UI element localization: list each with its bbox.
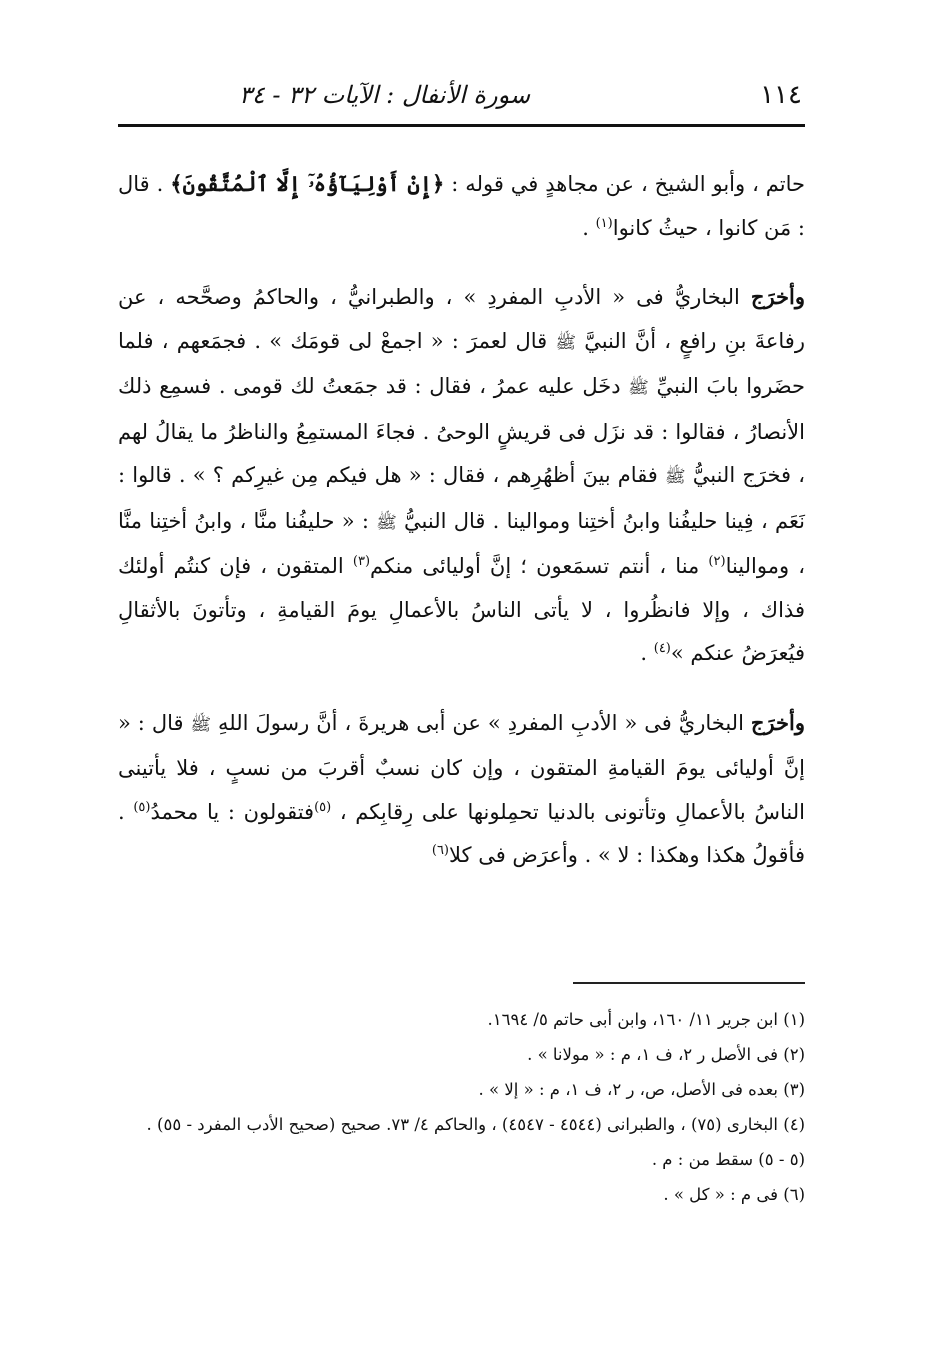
salutation-glyph: ﷺ	[376, 512, 397, 533]
header-rule	[118, 124, 805, 127]
p2-text-2: قال لعمرَ : « اجمعْ لى قومَك » . فجمَعهم ، فلما حضَروا بابَ النبيِّ	[118, 328, 805, 398]
paragraph-1	[118, 162, 805, 250]
running-header	[118, 72, 802, 118]
p1-text-c: .	[582, 215, 589, 240]
p1-text-b: . قال : مَن كانوا ، حيثُ كانوا	[118, 172, 805, 240]
p2-text-6: منا ، أنتم تسمَعون ؛ إنَّ أوليائى منكم	[370, 554, 700, 578]
footnote-5: (٥ - ٥) سقط من : م .	[651, 1150, 805, 1169]
footnote-ref-1[interactable]: (١)	[595, 215, 613, 231]
paragraph-2	[118, 275, 805, 676]
footnote-2: (٢) فى الأصل ر ٢، ف ١، م : « مولانا » .	[527, 1045, 805, 1064]
p2-text-8: .	[640, 641, 648, 665]
p2-text-3: دخَل عليه عمرُ ، فقال : قد جمَعتُ لك قومى . فسمِع ذلك الأنصارُ ، فقالوا : قد نزَل فى قريشٍ الوحىُ . فجاءَ المستمِعُ والناظرُ ما يقالُ لهم ، فخرَج النبيُّ	[118, 374, 805, 487]
footnotes	[118, 1002, 805, 1212]
footnote-6: (٦) فى م : « كل » .	[663, 1185, 805, 1204]
p2-text-1: البخاريُّ فى « الأدبِ المفردِ » ، والطبرانيُّ ، والحاكمُ وصحَّحه ، عن رفاعةَ بنِ رافعٍ ، أنَّ النبيَّ	[118, 285, 805, 353]
salutation-glyph: ﷺ	[665, 467, 686, 487]
p2-lead-word: وأخرَج	[750, 284, 805, 309]
footnote-ref-3[interactable]: (٣)	[352, 554, 371, 569]
paragraph-gap	[118, 676, 805, 701]
salutation-glyph: ﷺ	[190, 714, 212, 735]
p2-text-5: : « حليفُنا منَّا ، وابنُ أختِنا منَّا ، وموالينا	[118, 508, 806, 578]
footnote-3: (٣) بعده فى الأصل، ص، ر ٢، ف ١، م : « إلا » .	[478, 1080, 805, 1099]
p3-lead-word: وأخرَج	[750, 709, 805, 735]
p1-text-a: حاتم ، وأبو الشيخ ، عن مجاهدٍ في قوله :	[451, 172, 806, 196]
paragraph-gap	[118, 250, 805, 275]
quran-verse: ﴿إِنْ أَوْلِيَآؤُهُۥٓ إِلَّا ٱلْمُتَّقُونَ﴾	[170, 171, 445, 196]
footnote-ref-5-start[interactable]: (٥)	[314, 799, 332, 815]
footnote-ref-4[interactable]: (٤)	[653, 641, 671, 656]
footnote-ref-6[interactable]: (٦)	[431, 843, 449, 858]
p3-text-3: فتقولون : يا محمدُ	[150, 799, 315, 824]
p2-text-4: فقام بينَ أظهُرِهم ، فقال : « هل فيكم مِن غيرِكم ؟ » . قالوا : نَعَم ، فِينا حليفُنا وابنُ أختِنا وموالينا . قال النبيُّ	[118, 463, 805, 533]
footnote-ref-2[interactable]: (٢)	[708, 554, 726, 569]
footnote-4: (٤) البخارى (٧٥) ، والطبرانى (٤٥٤٤ - ٤٥٤٧) ، والحاكم ٤/ ٧٣. صحيح (صحيح الأدب المفرد - ٥٥) .	[146, 1115, 805, 1134]
footnote-rule	[573, 982, 805, 984]
p2-text-7: المتقون ، فإن كنتُم أولئك فذاك ، وإلا فانظُروا ، لا يأتى الناسُ بالأعمالِ يومَ القيامةِ ، وتأتونَ بالأثقالِ فيُعرَضُ عنكم »	[118, 554, 805, 665]
main-text	[118, 162, 805, 878]
footnote-1: (١) ابن جرير ١١/ ١٦٠، وابن أبى حاتم ٥/ ١٦٩٤.	[487, 1010, 805, 1029]
chapter-title: سورة الأنفال : الآيات ٣٢ - ٣٤	[239, 81, 531, 109]
p3-text-2: قال : « إنَّ أوليائى يومَ القيامةِ المتقون ، وإن كان نسبٌ أقربَ من نسبٍ ، فلا يأتينى الناسُ بالأعمالِ وتأتونى بالدنيا تحمِلونها على رِقابِكم ،	[118, 710, 805, 824]
page-number: ١١٤	[760, 80, 802, 110]
paragraph-3	[118, 701, 805, 878]
p3-text-4: . فأقولُ هكذا وهكذا : لا » . وأعرَض فى كلا	[118, 799, 805, 867]
salutation-glyph: ﷺ	[628, 378, 649, 398]
footnote-ref-5-end[interactable]: (٥)	[133, 799, 151, 815]
salutation-glyph: ﷺ	[555, 332, 576, 353]
p3-text-1: البخاريُّ فى « الأدبِ المفردِ » عن أبى هريرةَ ، أنَّ رسولَ اللهِ	[218, 710, 744, 735]
